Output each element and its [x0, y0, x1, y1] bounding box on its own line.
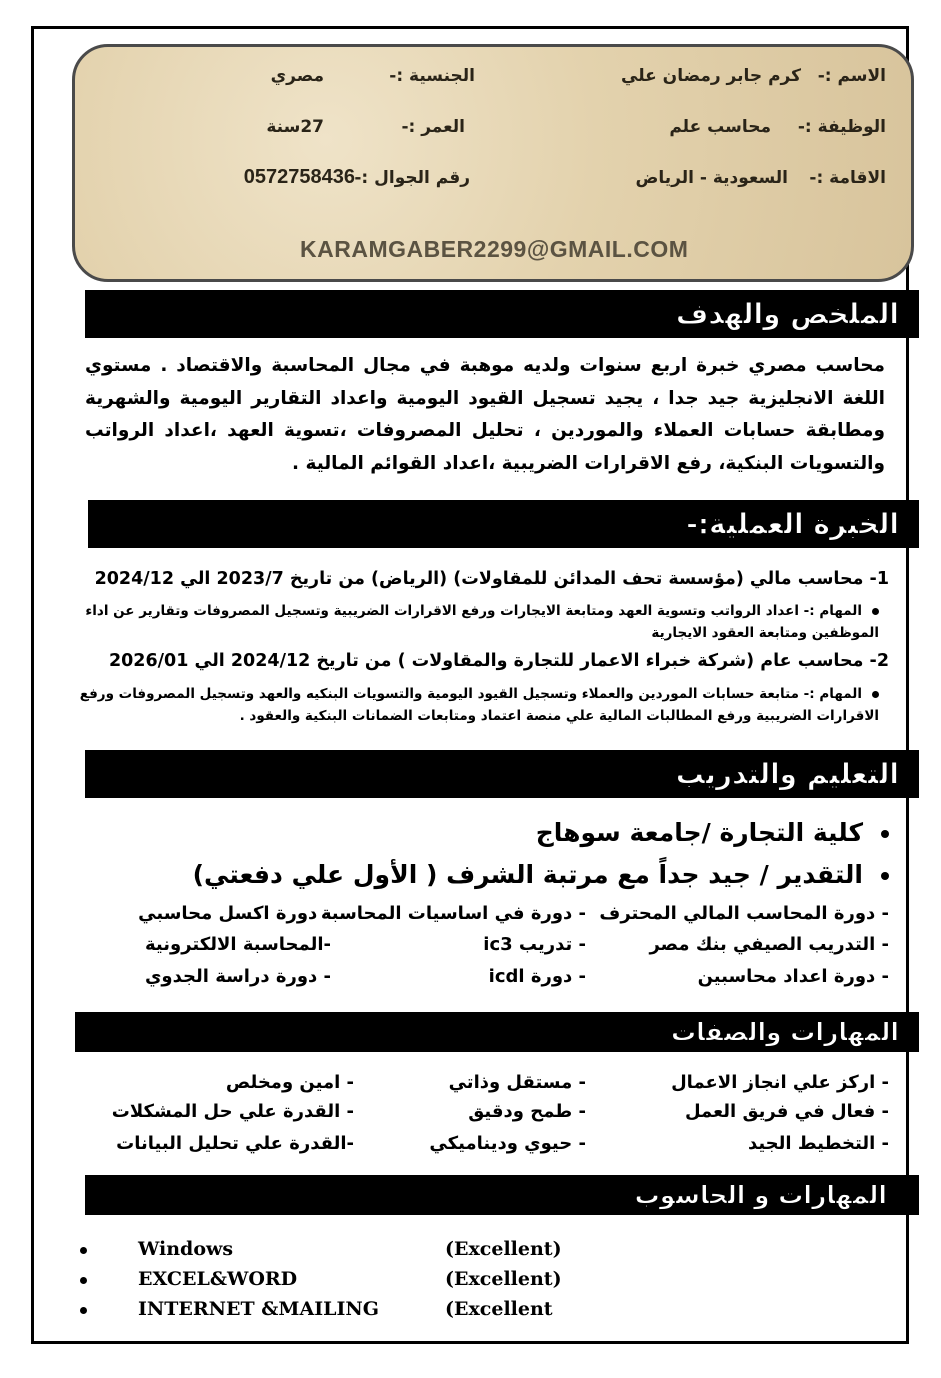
skill-item: - القدرة علي حل المشكلات	[111, 1101, 354, 1122]
course-item: - دورة اكسل محاسبي	[138, 903, 331, 924]
course-item: - تدريب ic3	[483, 934, 586, 955]
summary-text: محاسب مصري خبرة اربع سنوات ولديه موهبة في مجال المحاسبة والاقتصاد . مستوي اللغة الانجليزية جيد جدا ، يجيد تسجيل القيود اليومية واعداد التقارير اليومية والشهرية ومطابقة حسابات العملاء والموردين ، تحليل المصروفات ،تسوية العهد ،اعداد الرواتب والتسويات البنكية، رفع الاقرارات الضريبية ،اعداد القوائم المالية .	[85, 355, 885, 474]
bullet-icon	[80, 1277, 87, 1284]
computer-skill-level: (Excellent)	[445, 1238, 562, 1260]
experience-title: الخبرة العملية:-	[686, 507, 899, 541]
nationality-value: مصري	[270, 66, 324, 86]
computer-skill-name: Windows	[138, 1238, 234, 1260]
phone-value: 0572758436	[243, 166, 355, 188]
computer-skill-level: (Excellent	[445, 1298, 553, 1320]
skill-item: - طمح ودقيق	[468, 1101, 586, 1122]
summary-header-bar	[85, 290, 919, 338]
residence-value: السعودية - الرياض	[635, 168, 788, 188]
bullet-icon	[80, 1307, 87, 1314]
summary-title: الملخص والهدف	[675, 297, 899, 331]
job-label: الوظيفة :-	[797, 117, 886, 137]
email-address: KARAMGABER2299@GMAIL.COM	[300, 236, 689, 262]
job-1-title: 1- محاسب مالي (مؤسسة تحف المدائن للمقاولات) (الرياض) من تاريخ 2023/7 الي 2024/12	[94, 569, 889, 589]
skills-title: المهارات والصفات	[670, 1017, 899, 1047]
computer-header-bar	[85, 1175, 919, 1215]
education-grade	[193, 860, 889, 889]
age-label: العمر :-	[401, 117, 465, 137]
course-item: - دورة المحاسب المالي المحترف	[599, 903, 889, 924]
residence-label: الاقامة :-	[809, 168, 886, 188]
job-1-tasks	[79, 600, 879, 644]
bullet-icon	[80, 1247, 87, 1254]
computer-skill-name: INTERNET &MAILING	[138, 1298, 379, 1320]
course-item: - دورة icdl	[488, 966, 586, 987]
computer-title: المهارات و الحاسوب	[634, 1180, 887, 1210]
computer-skill-row	[80, 1238, 680, 1264]
skill-item: - التخطيط الجيد	[747, 1133, 889, 1154]
nationality-label: الجنسية :-	[389, 66, 475, 86]
skill-item: - حيوي وديناميكي	[429, 1133, 586, 1154]
experience-header-bar	[88, 500, 919, 548]
computer-skill-name: EXCEL&WORD	[138, 1268, 298, 1290]
course-item: - دورة دراسة الجدوي	[144, 966, 331, 987]
education-title: التعليم والتدريب	[675, 757, 899, 791]
computer-skill-row	[80, 1298, 680, 1324]
job-2-tasks-text: المهام :- متابعة حسابات الموردين والعملاء وتسجيل القيود اليومية والتسويات البنكيه والعهد وتسجيل المصروفات ورفع الاقرارات الضريبية ورفع المطالبات المالية علي منصة اعتماد ومتابعات الضمانات البنكية والعقود .	[79, 686, 879, 724]
skill-item: - اركز علي انجاز الاعمال	[671, 1072, 889, 1093]
education-degree	[536, 818, 889, 847]
name-label: الاسم :-	[817, 66, 886, 86]
skill-item: - امين ومخلص	[225, 1072, 354, 1093]
skill-item: -القدرة علي تحليل البيانات	[116, 1133, 354, 1154]
bullet-icon	[881, 872, 889, 880]
course-item: - دورة اعداد محاسبين	[697, 966, 889, 987]
course-item: -المحاسبة الالكترونية	[145, 934, 331, 955]
education-degree-text: كلية التجارة /جامعة سوهاج	[535, 818, 863, 847]
job-2-title: 2- محاسب عام (شركة خبراء الاعمار للتجارة والمقاولات ) من تاريخ 2024/12 الي 2026/01	[108, 651, 889, 671]
bullet-icon	[872, 608, 879, 615]
age-value: 27سنة	[266, 117, 324, 137]
education-header-bar	[85, 750, 919, 798]
bullet-icon	[872, 691, 879, 698]
skill-item: - فعال في فريق العمل	[684, 1101, 889, 1122]
education-grade-text: التقدير / جيد جداً مع مرتبة الشرف ( الأول علي دفعتي)	[192, 860, 863, 889]
name-value: كرم جابر رمضان علي	[621, 66, 801, 86]
phone-label: رقم الجوال :-	[354, 168, 470, 188]
computer-skill-level: (Excellent)	[445, 1268, 562, 1290]
course-item: - دورة في اساسيات المحاسبة	[320, 903, 586, 924]
bullet-icon	[881, 830, 889, 838]
computer-skill-row	[80, 1268, 680, 1294]
skill-item: - مستقل وذاتي	[448, 1072, 586, 1093]
job-2-tasks	[79, 683, 879, 727]
job-1-tasks-text: المهام :- اعداد الرواتب وتسوية العهد ومتابعة الايجارات ورفع الاقرارات الضريبية وتسجيل المصروفات وتقارير عن اداء الموظفين ومتابعة العقود الايجارية	[85, 603, 879, 641]
job-value: محاسب علم	[669, 117, 771, 137]
course-item: - التدريب الصيفي بنك مصر	[649, 934, 889, 955]
skills-header-bar	[75, 1012, 919, 1052]
